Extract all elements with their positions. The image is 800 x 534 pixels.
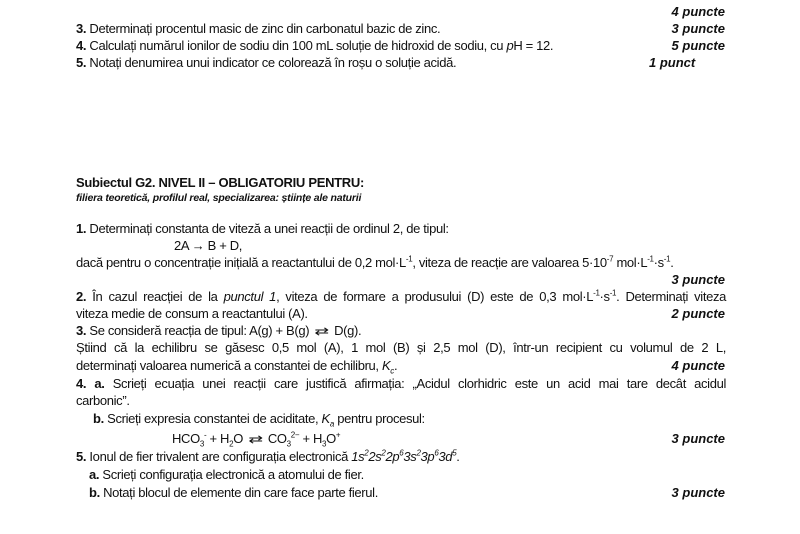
question-1-text: dacă pentru o concentrație inițială a reactantului de 0,2 $mol\cdot L^{-1}$, viteza de reacție are valoarea $5\cdot 10^{-7}$ $mol\cdot L^{-1}\cdot s^{-1}$. [76, 254, 674, 270]
points-label: 2 puncte [671, 306, 725, 321]
acidity-equation: $HCO_3^- + H_2O$ ⇄ $CO_3^{2-} + H_3O^+$ [172, 430, 341, 449]
orbital: 3d [438, 449, 453, 464]
points-label: 3 puncte [671, 485, 725, 500]
electron-count: 6 [434, 448, 439, 458]
question-5a: a. Scrieți configurația electronică a atomului de fier. [89, 467, 364, 482]
orbital: 3p [420, 449, 435, 464]
question-3-part1: 3. Determinați procentul masic de zinc din carbonatul bazic de zinc. [76, 21, 441, 36]
electron-count: 2 [416, 448, 421, 458]
question-5-part1: 5. Notați denumirea unui indicator ce colorează în roșu o soluție acidă. [76, 55, 457, 70]
question-4a-text: carbonic”. [76, 393, 130, 408]
orbital: 1s [351, 449, 365, 464]
question-1: 1. Determinați constanta de viteză a unei reacții de ordinul 2, de tipul: [76, 221, 449, 236]
question-3-text: Știind că la echilibru se găsesc 0,5 mol (A), 1 mol (B) și 2,5 mol (D), într-un recipient cu volumul de 2 L, [76, 340, 726, 355]
points-label: 5 puncte [671, 38, 725, 53]
question-5: 5. Ionul de fier trivalent are configurația electronică $1s^22s^22p^63s^23p^63d^5$. [76, 448, 460, 464]
subject-subtitle: filiera teoretică, profilul real, specializarea: științe ale naturii [76, 192, 362, 204]
points-label: 4 puncte [671, 358, 725, 373]
question-4a: 4. a. Scrieți ecuația unei reacții care justifică afirmația: „Acidul clorhidric este un acid mai tare decât acidul [76, 376, 727, 391]
question-3: 3. Se consideră reacția de tipul: A(g) + B(g) ⇄ D(g). [76, 323, 362, 338]
electron-count: 5 [452, 448, 457, 458]
question-4b: b. Scrieți expresia constantei de aciditate, $K_a$ pentru procesul: [93, 411, 425, 429]
orbital: 3s [403, 449, 417, 464]
electron-count: 6 [399, 448, 404, 458]
electron-count: 2 [381, 448, 386, 458]
question-2-text: viteza medie de consum a reactantului (A). [76, 306, 308, 321]
points-label: 1 punct [649, 55, 696, 70]
orbital: 2s [368, 449, 382, 464]
orbital: 2p [385, 449, 400, 464]
points-label: 3 puncte [671, 21, 725, 36]
points-label: 3 puncte [671, 272, 725, 287]
electron-configuration [351, 449, 456, 464]
question-4-part1: 4. Calculați numărul ionilor de sodiu din 100 mL soluție de hidroxid de sodiu, cu pH = 12. [76, 38, 554, 53]
question-2: 2. În cazul reacției de la punctul 1, viteza de formare a produsului (D) este de 0,3 $mol\cdot L^{-1}\cdot s^{-1}$. Determinați viteza [76, 288, 726, 304]
question-3-text: determinați valoarea numerică a constantei de echilibru, $K_c$. [76, 358, 398, 376]
reaction-equation: 2A → B + D, [174, 238, 243, 253]
electron-count: 2 [364, 448, 369, 458]
subject-title: Subiectul G2. NIVEL II – OBLIGATORIU PENTRU: [76, 175, 365, 190]
points-label: 3 puncte [671, 431, 725, 446]
points-label: 4 puncte [671, 4, 725, 19]
question-5b: b. Notați blocul de elemente din care face parte fierul. [89, 485, 378, 500]
